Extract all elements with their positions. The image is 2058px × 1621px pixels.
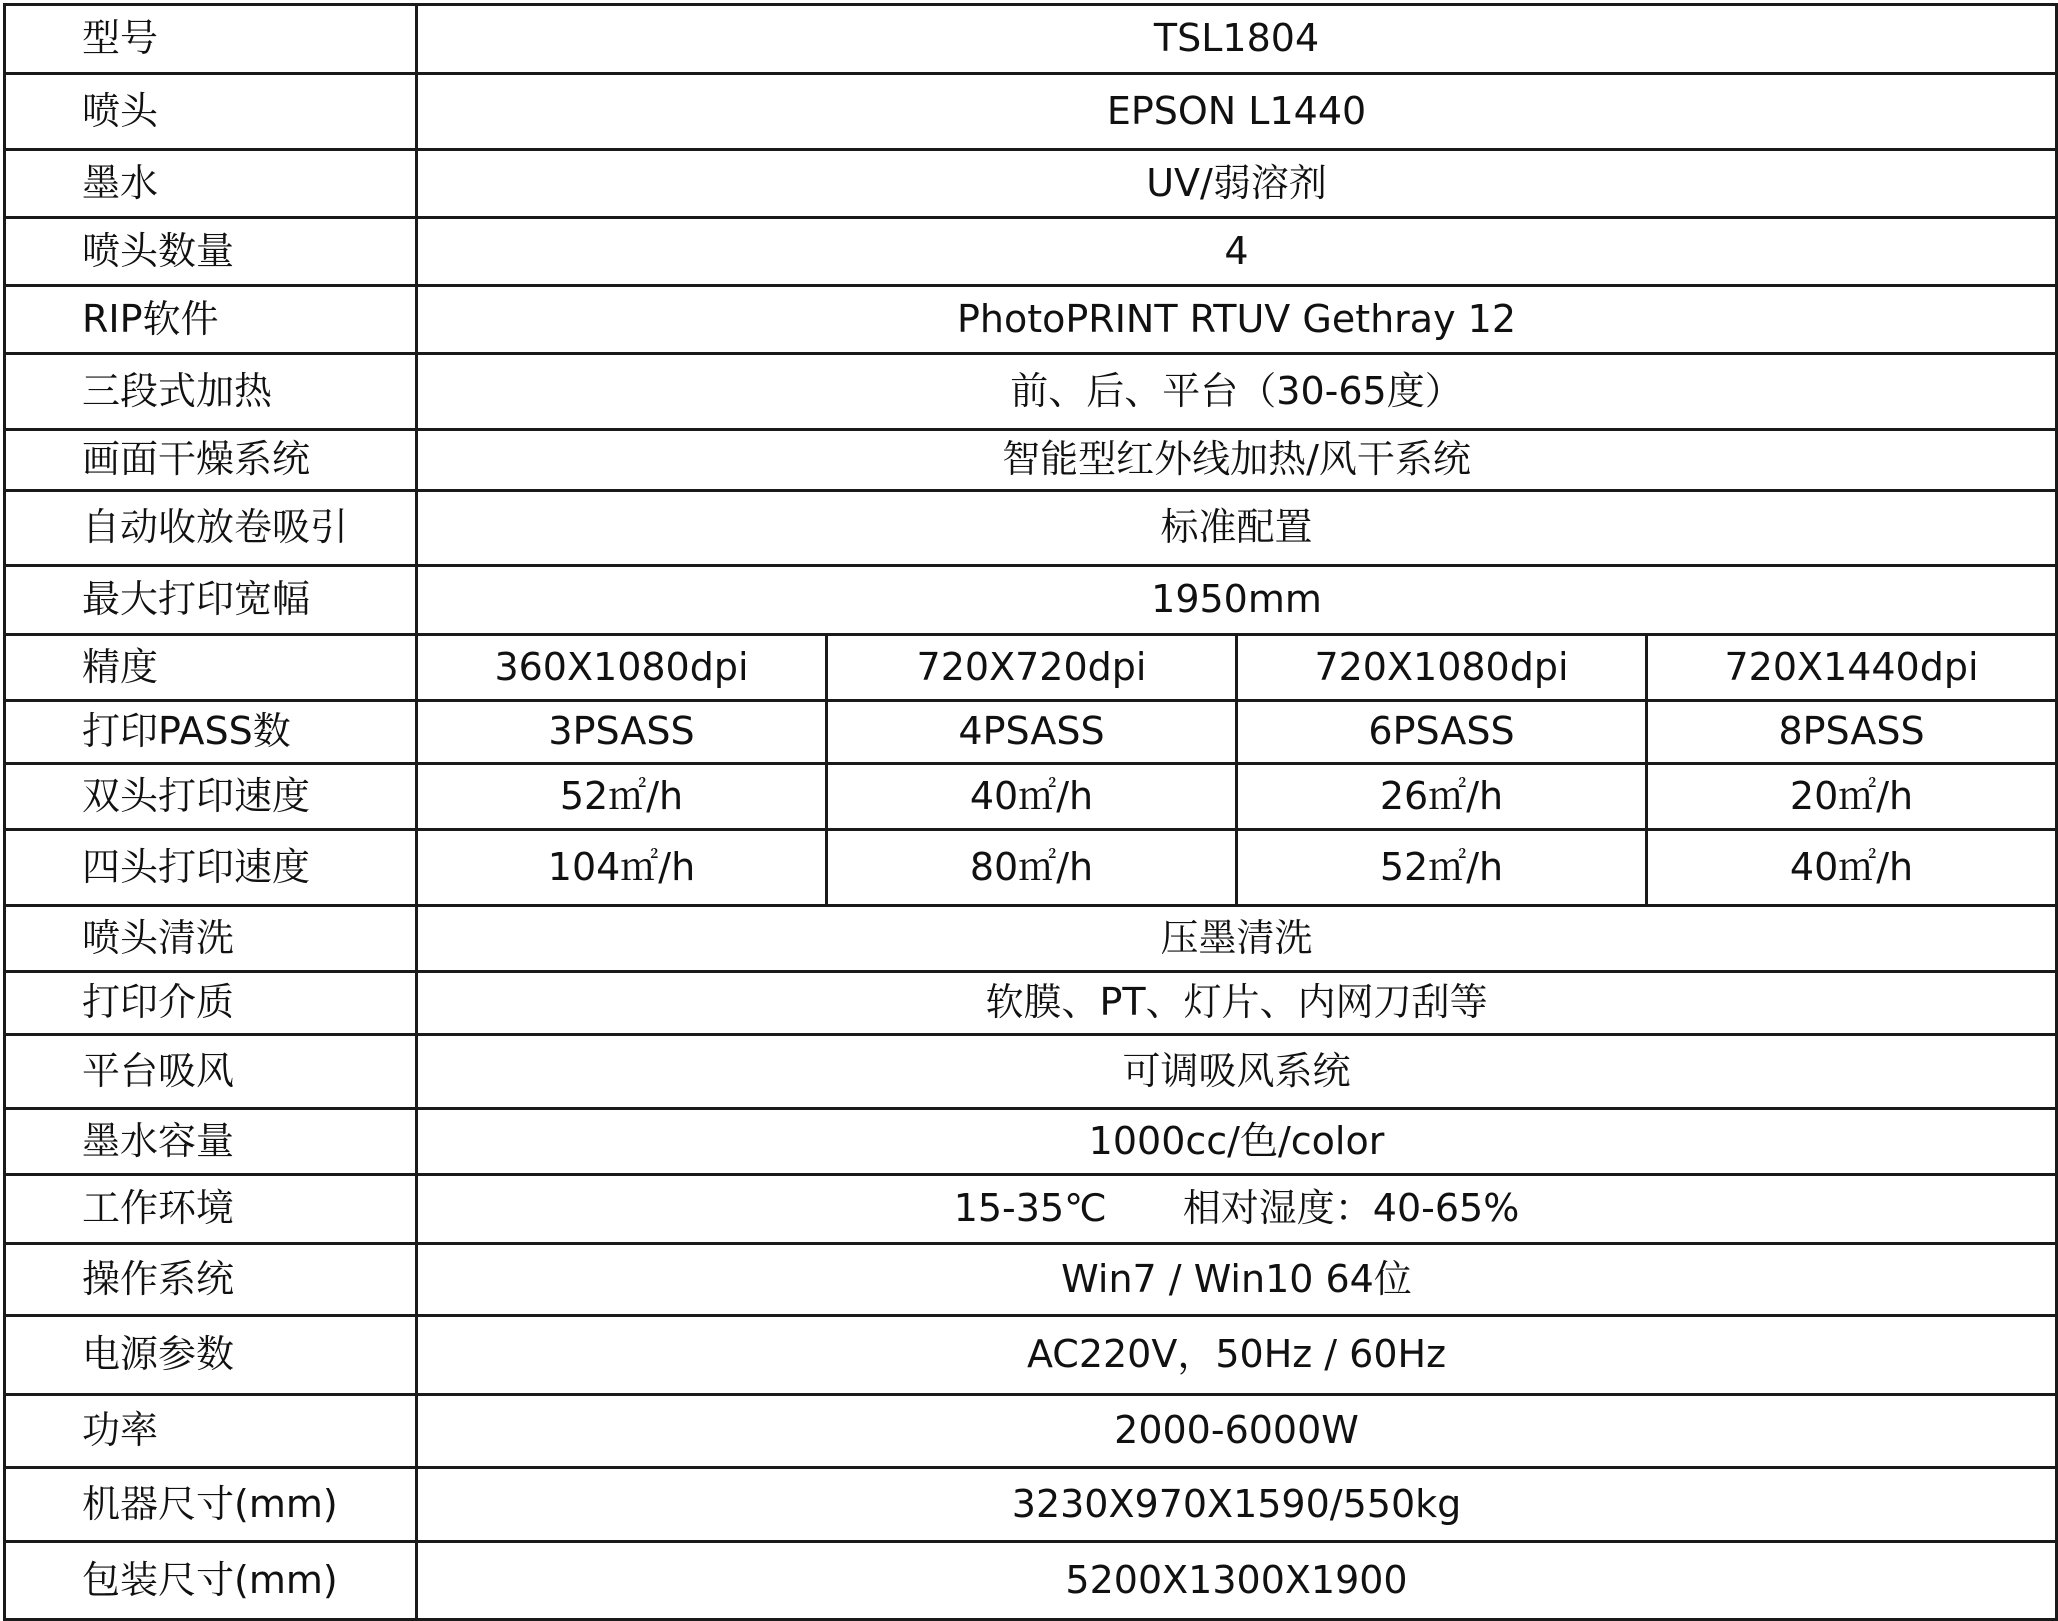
spec-label: RIP软件	[5, 286, 417, 354]
spec-row-machine-size	[5, 1468, 2057, 1542]
spec-value: 1950mm	[417, 566, 2057, 635]
spec-row-environment	[5, 1175, 2057, 1244]
spec-row-cleaning	[5, 906, 2057, 972]
spec-value: 1000cc/色/color	[417, 1109, 2057, 1175]
dual-speed-cell: 26㎡/h	[1237, 764, 1647, 830]
spec-label: 平台吸风	[5, 1035, 417, 1109]
spec-label: 打印PASS数	[5, 701, 417, 764]
spec-row-suction	[5, 1035, 2057, 1109]
spec-label: 喷头数量	[5, 218, 417, 286]
spec-label: 喷头	[5, 74, 417, 150]
spec-row-pass	[5, 701, 2057, 764]
spec-label: 墨水	[5, 150, 417, 218]
quad-speed-cell: 104㎡/h	[417, 830, 827, 906]
spec-value: 4	[417, 218, 2057, 286]
spec-value: 3230X970X1590/550kg	[417, 1468, 2057, 1542]
dual-speed-cell: 20㎡/h	[1647, 764, 2057, 830]
spec-value: 15-35℃ 相对湿度：40-65%	[417, 1175, 2057, 1244]
spec-row-rip-software	[5, 286, 2057, 354]
spec-row-model	[5, 5, 2057, 74]
precision-cell: 720X1440dpi	[1647, 635, 2057, 701]
spec-value: 标准配置	[417, 491, 2057, 566]
spec-row-precision	[5, 635, 2057, 701]
spec-row-package-size	[5, 1542, 2057, 1620]
spec-table	[3, 3, 2058, 1621]
spec-label: 画面干燥系统	[5, 430, 417, 491]
dual-speed-cell: 40㎡/h	[827, 764, 1237, 830]
quad-speed-cell: 80㎡/h	[827, 830, 1237, 906]
quad-speed-cell: 40㎡/h	[1647, 830, 2057, 906]
spec-row-power	[5, 1395, 2057, 1468]
spec-label: 包装尺寸(mm)	[5, 1542, 417, 1620]
spec-label: 工作环境	[5, 1175, 417, 1244]
spec-row-take-up	[5, 491, 2057, 566]
spec-label: 电源参数	[5, 1316, 417, 1395]
spec-value: UV/弱溶剂	[417, 150, 2057, 218]
spec-row-os	[5, 1244, 2057, 1316]
quad-speed-cell: 52㎡/h	[1237, 830, 1647, 906]
spec-value: AC220V，50Hz / 60Hz	[417, 1316, 2057, 1395]
spec-label: 功率	[5, 1395, 417, 1468]
spec-row-ink	[5, 150, 2057, 218]
pass-cell: 3PSASS	[417, 701, 827, 764]
dual-speed-cell: 52㎡/h	[417, 764, 827, 830]
spec-value: Win7 / Win10 64位	[417, 1244, 2057, 1316]
pass-cell: 4PSASS	[827, 701, 1237, 764]
spec-label: 最大打印宽幅	[5, 566, 417, 635]
spec-row-heating	[5, 354, 2057, 430]
spec-row-drying	[5, 430, 2057, 491]
spec-row-dual-speed	[5, 764, 2057, 830]
spec-label: 三段式加热	[5, 354, 417, 430]
spec-value: PhotoPRINT RTUV Gethray 12	[417, 286, 2057, 354]
spec-value: 可调吸风系统	[417, 1035, 2057, 1109]
spec-row-media	[5, 972, 2057, 1035]
spec-label: 型号	[5, 5, 417, 74]
spec-value: 智能型红外线加热/风干系统	[417, 430, 2057, 491]
spec-label: 自动收放卷吸引	[5, 491, 417, 566]
precision-cell: 360X1080dpi	[417, 635, 827, 701]
spec-value: 压墨清洗	[417, 906, 2057, 972]
spec-row-head-count	[5, 218, 2057, 286]
spec-value: TSL1804	[417, 5, 2057, 74]
precision-cell: 720X720dpi	[827, 635, 1237, 701]
spec-row-quad-speed	[5, 830, 2057, 906]
spec-label: 机器尺寸(mm)	[5, 1468, 417, 1542]
spec-value: 2000-6000W	[417, 1395, 2057, 1468]
pass-cell: 6PSASS	[1237, 701, 1647, 764]
spec-row-printhead	[5, 74, 2057, 150]
spec-label: 墨水容量	[5, 1109, 417, 1175]
spec-value: 5200X1300X1900	[417, 1542, 2057, 1620]
spec-label: 四头打印速度	[5, 830, 417, 906]
spec-value: 软膜、PT、灯片、内网刀刮等	[417, 972, 2057, 1035]
spec-value: EPSON L1440	[417, 74, 2057, 150]
spec-label: 精度	[5, 635, 417, 701]
spec-row-max-width	[5, 566, 2057, 635]
precision-cell: 720X1080dpi	[1237, 635, 1647, 701]
pass-cell: 8PSASS	[1647, 701, 2057, 764]
spec-row-ink-capacity	[5, 1109, 2057, 1175]
spec-label: 操作系统	[5, 1244, 417, 1316]
spec-row-power-params	[5, 1316, 2057, 1395]
spec-label: 双头打印速度	[5, 764, 417, 830]
spec-value: 前、后、平台（30-65度）	[417, 354, 2057, 430]
spec-label: 打印介质	[5, 972, 417, 1035]
spec-label: 喷头清洗	[5, 906, 417, 972]
